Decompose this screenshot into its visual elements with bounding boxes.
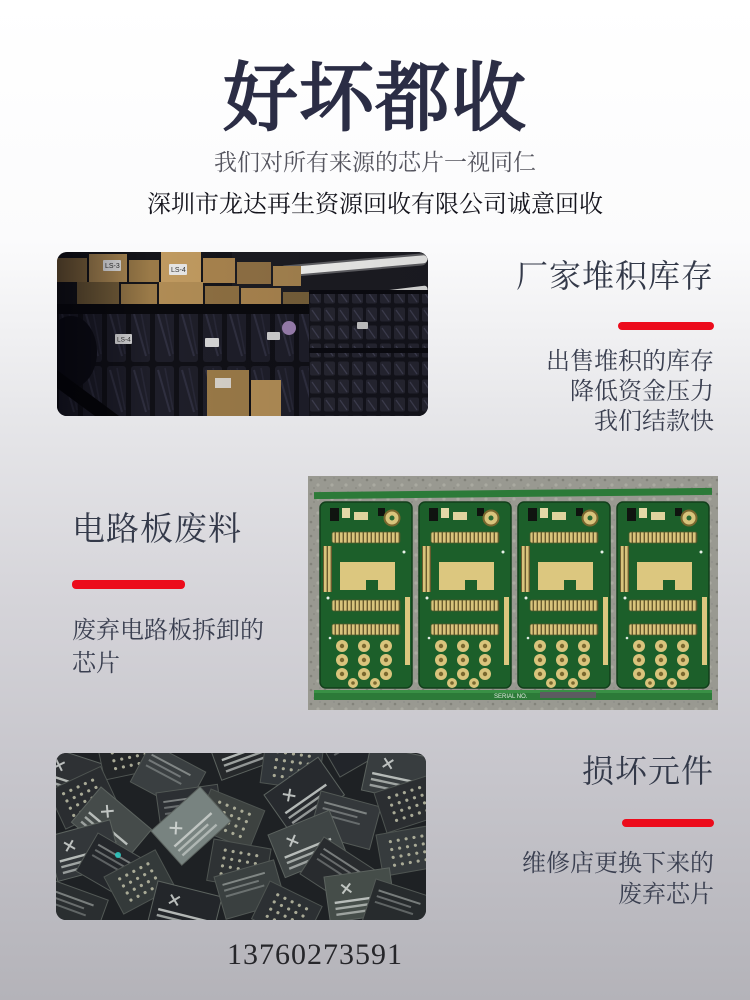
heading-underline [622, 819, 714, 827]
section-heading: 损坏元件 [581, 753, 714, 789]
section-line: 出售堆积的库存 [546, 348, 714, 375]
pcb-photo [308, 476, 718, 710]
section-heading: 厂家堆积库存 [515, 258, 714, 294]
heading-underline [618, 322, 714, 330]
warehouse-photo-graphic [57, 252, 428, 416]
heading-underline [72, 580, 185, 589]
damaged-parts-textblock [522, 754, 714, 910]
page-title: 好坏都收 [222, 56, 527, 140]
chips-photo-graphic [56, 753, 426, 920]
section-line: 废弃电路板拆卸的 [72, 617, 264, 644]
section-line: 降低资金压力 [570, 378, 714, 405]
warehouse-photo [57, 252, 428, 416]
serial-no-label: SERIAL NO. [494, 694, 528, 700]
section-line: 我们结款快 [594, 408, 714, 435]
hero-subtitle: 我们对所有来源的芯片一视同仁 [214, 149, 536, 175]
section-line: 废弃芯片 [618, 881, 714, 908]
section-line: 维修店更换下来的 [522, 850, 714, 877]
phone-number: 13760273591 [227, 938, 403, 971]
section-line: 芯片 [72, 650, 120, 677]
chips-photo [56, 753, 426, 920]
pcb-scrap-textblock [72, 510, 264, 680]
company-line: 深圳市龙达再生资源回收有限公司诚意回收 [147, 192, 603, 218]
pcb-photo-graphic [308, 476, 718, 710]
section-heading: 电路板废料 [72, 510, 242, 547]
factory-stock-textblock [516, 258, 714, 437]
